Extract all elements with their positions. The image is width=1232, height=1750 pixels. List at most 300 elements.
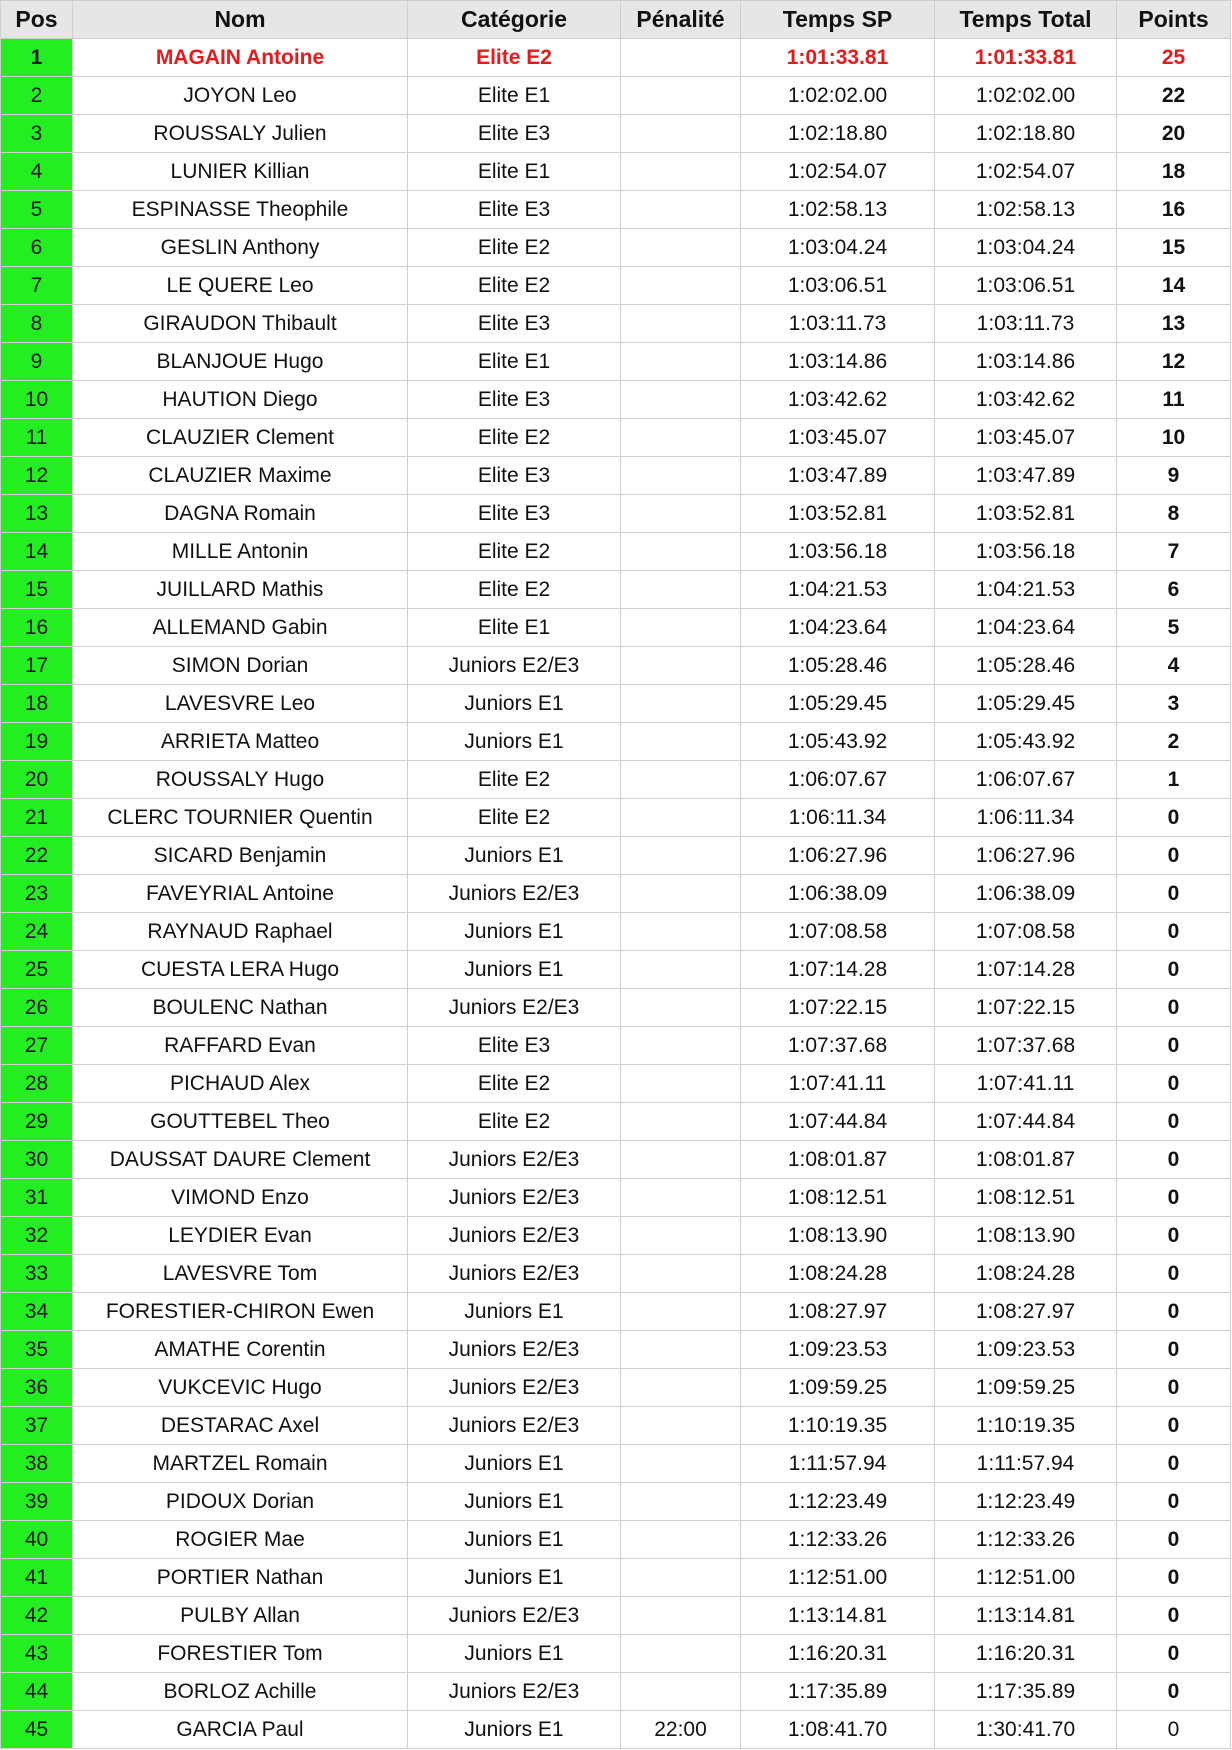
cell-temps-sp[interactable]: 1:01:33.81 [741, 39, 935, 77]
cell-pos[interactable]: 36 [1, 1369, 73, 1407]
cell-temps-sp[interactable]: 1:06:27.96 [741, 837, 935, 875]
cell-categorie[interactable]: Juniors E1 [408, 1559, 621, 1597]
cell-temps-sp[interactable]: 1:17:35.89 [741, 1673, 935, 1711]
cell-temps-total[interactable]: 1:02:18.80 [935, 115, 1117, 153]
cell-temps-total[interactable]: 1:05:43.92 [935, 723, 1117, 761]
cell-pos[interactable]: 29 [1, 1103, 73, 1141]
cell-categorie[interactable]: Juniors E1 [408, 1711, 621, 1749]
cell-temps-total[interactable]: 1:07:22.15 [935, 989, 1117, 1027]
cell-points[interactable]: 0 [1117, 1027, 1231, 1065]
cell-nom[interactable]: PULBY Allan [73, 1597, 408, 1635]
cell-nom[interactable]: BORLOZ Achille [73, 1673, 408, 1711]
cell-pos[interactable]: 28 [1, 1065, 73, 1103]
cell-categorie[interactable]: Elite E2 [408, 1065, 621, 1103]
cell-categorie[interactable]: Juniors E1 [408, 723, 621, 761]
cell-penalite[interactable] [621, 685, 741, 723]
cell-nom[interactable]: SICARD Benjamin [73, 837, 408, 875]
cell-nom[interactable]: RAYNAUD Raphael [73, 913, 408, 951]
cell-points[interactable]: 5 [1117, 609, 1231, 647]
cell-temps-sp[interactable]: 1:07:22.15 [741, 989, 935, 1027]
cell-temps-sp[interactable]: 1:02:54.07 [741, 153, 935, 191]
cell-points[interactable]: 0 [1117, 1293, 1231, 1331]
cell-categorie[interactable]: Juniors E2/E3 [408, 1597, 621, 1635]
cell-penalite[interactable] [621, 115, 741, 153]
cell-penalite[interactable] [621, 723, 741, 761]
cell-categorie[interactable]: Elite E3 [408, 305, 621, 343]
cell-temps-sp[interactable]: 1:09:59.25 [741, 1369, 935, 1407]
cell-categorie[interactable]: Elite E2 [408, 419, 621, 457]
cell-temps-total[interactable]: 1:06:38.09 [935, 875, 1117, 913]
cell-temps-total[interactable]: 1:17:35.89 [935, 1673, 1117, 1711]
cell-temps-sp[interactable]: 1:04:21.53 [741, 571, 935, 609]
cell-pos[interactable]: 21 [1, 799, 73, 837]
cell-categorie[interactable]: Juniors E1 [408, 913, 621, 951]
cell-temps-total[interactable]: 1:12:23.49 [935, 1483, 1117, 1521]
cell-penalite[interactable] [621, 305, 741, 343]
cell-points[interactable]: 22 [1117, 77, 1231, 115]
cell-points[interactable]: 0 [1117, 1521, 1231, 1559]
cell-temps-total[interactable]: 1:03:56.18 [935, 533, 1117, 571]
cell-pos[interactable]: 7 [1, 267, 73, 305]
cell-penalite[interactable] [621, 1331, 741, 1369]
cell-penalite[interactable] [621, 1445, 741, 1483]
cell-penalite[interactable] [621, 1293, 741, 1331]
cell-nom[interactable]: JUILLARD Mathis [73, 571, 408, 609]
cell-pos[interactable]: 27 [1, 1027, 73, 1065]
cell-pos[interactable]: 5 [1, 191, 73, 229]
header-nom[interactable]: Nom [73, 1, 408, 39]
cell-penalite[interactable] [621, 1673, 741, 1711]
cell-penalite[interactable] [621, 1597, 741, 1635]
cell-penalite[interactable] [621, 1635, 741, 1673]
cell-categorie[interactable]: Juniors E1 [408, 1635, 621, 1673]
cell-pos[interactable]: 13 [1, 495, 73, 533]
cell-temps-sp[interactable]: 1:05:43.92 [741, 723, 935, 761]
cell-points[interactable]: 0 [1117, 1483, 1231, 1521]
cell-penalite[interactable] [621, 609, 741, 647]
cell-points[interactable]: 8 [1117, 495, 1231, 533]
cell-temps-sp[interactable]: 1:06:38.09 [741, 875, 935, 913]
cell-penalite[interactable] [621, 913, 741, 951]
cell-nom[interactable]: CLAUZIER Maxime [73, 457, 408, 495]
cell-temps-total[interactable]: 1:30:41.70 [935, 1711, 1117, 1749]
cell-points[interactable]: 25 [1117, 39, 1231, 77]
cell-nom[interactable]: MAGAIN Antoine [73, 39, 408, 77]
cell-pos[interactable]: 15 [1, 571, 73, 609]
cell-categorie[interactable]: Juniors E1 [408, 685, 621, 723]
cell-penalite[interactable] [621, 989, 741, 1027]
cell-temps-sp[interactable]: 1:07:14.28 [741, 951, 935, 989]
header-pos[interactable]: Pos [1, 1, 73, 39]
cell-penalite[interactable] [621, 1521, 741, 1559]
cell-categorie[interactable]: Juniors E2/E3 [408, 647, 621, 685]
cell-nom[interactable]: GESLIN Anthony [73, 229, 408, 267]
cell-pos[interactable]: 25 [1, 951, 73, 989]
cell-categorie[interactable]: Elite E3 [408, 1027, 621, 1065]
cell-nom[interactable]: VUKCEVIC Hugo [73, 1369, 408, 1407]
cell-points[interactable]: 1 [1117, 761, 1231, 799]
cell-points[interactable]: 11 [1117, 381, 1231, 419]
cell-temps-sp[interactable]: 1:03:06.51 [741, 267, 935, 305]
cell-points[interactable]: 9 [1117, 457, 1231, 495]
cell-penalite[interactable] [621, 495, 741, 533]
cell-penalite[interactable] [621, 343, 741, 381]
cell-points[interactable]: 0 [1117, 1635, 1231, 1673]
cell-nom[interactable]: BLANJOUE Hugo [73, 343, 408, 381]
cell-pos[interactable]: 23 [1, 875, 73, 913]
cell-temps-total[interactable]: 1:06:07.67 [935, 761, 1117, 799]
cell-penalite[interactable] [621, 267, 741, 305]
cell-nom[interactable]: DAGNA Romain [73, 495, 408, 533]
cell-nom[interactable]: PIDOUX Dorian [73, 1483, 408, 1521]
cell-categorie[interactable]: Elite E1 [408, 153, 621, 191]
cell-temps-total[interactable]: 1:03:47.89 [935, 457, 1117, 495]
cell-pos[interactable]: 24 [1, 913, 73, 951]
cell-temps-total[interactable]: 1:02:58.13 [935, 191, 1117, 229]
cell-temps-sp[interactable]: 1:11:57.94 [741, 1445, 935, 1483]
cell-points[interactable]: 4 [1117, 647, 1231, 685]
cell-categorie[interactable]: Juniors E2/E3 [408, 875, 621, 913]
cell-points[interactable]: 10 [1117, 419, 1231, 457]
cell-nom[interactable]: AMATHE Corentin [73, 1331, 408, 1369]
cell-temps-sp[interactable]: 1:05:28.46 [741, 647, 935, 685]
cell-nom[interactable]: ROUSSALY Julien [73, 115, 408, 153]
cell-temps-sp[interactable]: 1:03:47.89 [741, 457, 935, 495]
cell-temps-total[interactable]: 1:08:13.90 [935, 1217, 1117, 1255]
cell-points[interactable]: 0 [1117, 1597, 1231, 1635]
cell-temps-total[interactable]: 1:06:11.34 [935, 799, 1117, 837]
cell-penalite[interactable] [621, 77, 741, 115]
cell-categorie[interactable]: Juniors E2/E3 [408, 1179, 621, 1217]
cell-penalite[interactable] [621, 191, 741, 229]
cell-temps-total[interactable]: 1:07:08.58 [935, 913, 1117, 951]
cell-points[interactable]: 0 [1117, 837, 1231, 875]
cell-categorie[interactable]: Juniors E2/E3 [408, 1673, 621, 1711]
cell-pos[interactable]: 8 [1, 305, 73, 343]
cell-temps-sp[interactable]: 1:02:18.80 [741, 115, 935, 153]
cell-points[interactable]: 0 [1117, 1103, 1231, 1141]
cell-pos[interactable]: 31 [1, 1179, 73, 1217]
cell-nom[interactable]: ESPINASSE Theophile [73, 191, 408, 229]
cell-nom[interactable]: PORTIER Nathan [73, 1559, 408, 1597]
cell-temps-total[interactable]: 1:09:59.25 [935, 1369, 1117, 1407]
cell-temps-total[interactable]: 1:04:21.53 [935, 571, 1117, 609]
cell-pos[interactable]: 18 [1, 685, 73, 723]
cell-temps-total[interactable]: 1:08:24.28 [935, 1255, 1117, 1293]
cell-categorie[interactable]: Elite E2 [408, 1103, 621, 1141]
cell-penalite[interactable] [621, 533, 741, 571]
cell-pos[interactable]: 6 [1, 229, 73, 267]
cell-pos[interactable]: 34 [1, 1293, 73, 1331]
cell-temps-total[interactable]: 1:08:12.51 [935, 1179, 1117, 1217]
cell-nom[interactable]: GOUTTEBEL Theo [73, 1103, 408, 1141]
cell-nom[interactable]: LAVESVRE Leo [73, 685, 408, 723]
cell-temps-sp[interactable]: 1:08:41.70 [741, 1711, 935, 1749]
cell-nom[interactable]: CLAUZIER Clement [73, 419, 408, 457]
cell-points[interactable]: 0 [1117, 1407, 1231, 1445]
cell-points[interactable]: 0 [1117, 951, 1231, 989]
cell-temps-sp[interactable]: 1:12:23.49 [741, 1483, 935, 1521]
cell-points[interactable]: 0 [1117, 1179, 1231, 1217]
cell-nom[interactable]: GIRAUDON Thibault [73, 305, 408, 343]
cell-temps-sp[interactable]: 1:08:27.97 [741, 1293, 935, 1331]
cell-categorie[interactable]: Juniors E2/E3 [408, 1255, 621, 1293]
cell-pos[interactable]: 39 [1, 1483, 73, 1521]
cell-temps-total[interactable]: 1:03:06.51 [935, 267, 1117, 305]
cell-pos[interactable]: 9 [1, 343, 73, 381]
cell-categorie[interactable]: Juniors E1 [408, 1293, 621, 1331]
cell-nom[interactable]: DESTARAC Axel [73, 1407, 408, 1445]
cell-nom[interactable]: MILLE Antonin [73, 533, 408, 571]
cell-categorie[interactable]: Elite E2 [408, 229, 621, 267]
cell-points[interactable]: 0 [1117, 1141, 1231, 1179]
cell-pos[interactable]: 32 [1, 1217, 73, 1255]
cell-nom[interactable]: ALLEMAND Gabin [73, 609, 408, 647]
cell-nom[interactable]: LAVESVRE Tom [73, 1255, 408, 1293]
cell-nom[interactable]: MARTZEL Romain [73, 1445, 408, 1483]
cell-temps-sp[interactable]: 1:07:08.58 [741, 913, 935, 951]
cell-temps-sp[interactable]: 1:12:51.00 [741, 1559, 935, 1597]
cell-pos[interactable]: 16 [1, 609, 73, 647]
cell-temps-sp[interactable]: 1:03:52.81 [741, 495, 935, 533]
cell-points[interactable]: 12 [1117, 343, 1231, 381]
cell-penalite[interactable] [621, 1141, 741, 1179]
cell-penalite[interactable] [621, 1103, 741, 1141]
cell-temps-sp[interactable]: 1:07:44.84 [741, 1103, 935, 1141]
cell-nom[interactable]: ROUSSALY Hugo [73, 761, 408, 799]
cell-temps-sp[interactable]: 1:10:19.35 [741, 1407, 935, 1445]
cell-temps-sp[interactable]: 1:08:01.87 [741, 1141, 935, 1179]
cell-pos[interactable]: 43 [1, 1635, 73, 1673]
cell-points[interactable]: 20 [1117, 115, 1231, 153]
cell-penalite[interactable] [621, 837, 741, 875]
cell-points[interactable]: 0 [1117, 1331, 1231, 1369]
cell-penalite[interactable] [621, 875, 741, 913]
cell-pos[interactable]: 40 [1, 1521, 73, 1559]
cell-temps-total[interactable]: 1:07:14.28 [935, 951, 1117, 989]
cell-nom[interactable]: ROGIER Mae [73, 1521, 408, 1559]
cell-nom[interactable]: FAVEYRIAL Antoine [73, 875, 408, 913]
cell-temps-total[interactable]: 1:02:54.07 [935, 153, 1117, 191]
cell-points[interactable]: 0 [1117, 1217, 1231, 1255]
cell-penalite[interactable] [621, 1407, 741, 1445]
cell-temps-sp[interactable]: 1:02:02.00 [741, 77, 935, 115]
cell-temps-total[interactable]: 1:10:19.35 [935, 1407, 1117, 1445]
cell-nom[interactable]: BOULENC Nathan [73, 989, 408, 1027]
cell-points[interactable]: 15 [1117, 229, 1231, 267]
cell-categorie[interactable]: Juniors E2/E3 [408, 1407, 621, 1445]
cell-categorie[interactable]: Elite E2 [408, 267, 621, 305]
cell-points[interactable]: 16 [1117, 191, 1231, 229]
cell-temps-total[interactable]: 1:03:52.81 [935, 495, 1117, 533]
cell-categorie[interactable]: Elite E1 [408, 77, 621, 115]
cell-penalite[interactable] [621, 1559, 741, 1597]
cell-nom[interactable]: SIMON Dorian [73, 647, 408, 685]
cell-penalite[interactable] [621, 457, 741, 495]
cell-nom[interactable]: LE QUERE Leo [73, 267, 408, 305]
cell-temps-sp[interactable]: 1:09:23.53 [741, 1331, 935, 1369]
cell-nom[interactable]: FORESTIER-CHIRON Ewen [73, 1293, 408, 1331]
cell-temps-total[interactable]: 1:06:27.96 [935, 837, 1117, 875]
cell-temps-total[interactable]: 1:02:02.00 [935, 77, 1117, 115]
cell-points[interactable]: 18 [1117, 153, 1231, 191]
cell-pos[interactable]: 38 [1, 1445, 73, 1483]
cell-points[interactable]: 0 [1117, 1711, 1231, 1749]
cell-temps-total[interactable]: 1:11:57.94 [935, 1445, 1117, 1483]
cell-temps-total[interactable]: 1:04:23.64 [935, 609, 1117, 647]
cell-penalite[interactable]: 22:00 [621, 1711, 741, 1749]
cell-penalite[interactable] [621, 1027, 741, 1065]
cell-points[interactable]: 0 [1117, 1065, 1231, 1103]
cell-points[interactable]: 6 [1117, 571, 1231, 609]
cell-temps-sp[interactable]: 1:06:11.34 [741, 799, 935, 837]
cell-pos[interactable]: 30 [1, 1141, 73, 1179]
cell-pos[interactable]: 42 [1, 1597, 73, 1635]
cell-points[interactable]: 0 [1117, 1255, 1231, 1293]
cell-points[interactable]: 7 [1117, 533, 1231, 571]
cell-pos[interactable]: 3 [1, 115, 73, 153]
cell-categorie[interactable]: Juniors E2/E3 [408, 1369, 621, 1407]
cell-penalite[interactable] [621, 1483, 741, 1521]
cell-categorie[interactable]: Elite E3 [408, 191, 621, 229]
cell-pos[interactable]: 14 [1, 533, 73, 571]
cell-temps-total[interactable]: 1:12:51.00 [935, 1559, 1117, 1597]
cell-categorie[interactable]: Elite E2 [408, 571, 621, 609]
cell-penalite[interactable] [621, 1369, 741, 1407]
cell-temps-total[interactable]: 1:12:33.26 [935, 1521, 1117, 1559]
cell-temps-total[interactable]: 1:08:01.87 [935, 1141, 1117, 1179]
cell-temps-total[interactable]: 1:07:41.11 [935, 1065, 1117, 1103]
cell-temps-sp[interactable]: 1:08:24.28 [741, 1255, 935, 1293]
cell-penalite[interactable] [621, 419, 741, 457]
cell-nom[interactable]: CUESTA LERA Hugo [73, 951, 408, 989]
cell-categorie[interactable]: Juniors E1 [408, 951, 621, 989]
cell-categorie[interactable]: Juniors E1 [408, 1445, 621, 1483]
cell-pos[interactable]: 35 [1, 1331, 73, 1369]
cell-pos[interactable]: 4 [1, 153, 73, 191]
cell-nom[interactable]: DAUSSAT DAURE Clement [73, 1141, 408, 1179]
cell-categorie[interactable]: Elite E2 [408, 799, 621, 837]
cell-temps-sp[interactable]: 1:12:33.26 [741, 1521, 935, 1559]
cell-temps-sp[interactable]: 1:02:58.13 [741, 191, 935, 229]
cell-pos[interactable]: 1 [1, 39, 73, 77]
cell-penalite[interactable] [621, 761, 741, 799]
cell-penalite[interactable] [621, 229, 741, 267]
cell-points[interactable]: 0 [1117, 875, 1231, 913]
cell-points[interactable]: 0 [1117, 1673, 1231, 1711]
cell-categorie[interactable]: Juniors E2/E3 [408, 1217, 621, 1255]
cell-categorie[interactable]: Elite E3 [408, 115, 621, 153]
cell-points[interactable]: 0 [1117, 1445, 1231, 1483]
cell-categorie[interactable]: Juniors E1 [408, 837, 621, 875]
cell-temps-total[interactable]: 1:07:37.68 [935, 1027, 1117, 1065]
cell-points[interactable]: 0 [1117, 799, 1231, 837]
cell-points[interactable]: 0 [1117, 1559, 1231, 1597]
cell-nom[interactable]: JOYON Leo [73, 77, 408, 115]
cell-temps-sp[interactable]: 1:03:56.18 [741, 533, 935, 571]
cell-categorie[interactable]: Juniors E1 [408, 1483, 621, 1521]
cell-penalite[interactable] [621, 153, 741, 191]
cell-categorie[interactable]: Juniors E2/E3 [408, 1141, 621, 1179]
cell-categorie[interactable]: Elite E2 [408, 761, 621, 799]
cell-temps-sp[interactable]: 1:03:42.62 [741, 381, 935, 419]
cell-pos[interactable]: 41 [1, 1559, 73, 1597]
cell-temps-total[interactable]: 1:09:23.53 [935, 1331, 1117, 1369]
header-categorie[interactable]: Catégorie [408, 1, 621, 39]
cell-nom[interactable]: GARCIA Paul [73, 1711, 408, 1749]
cell-nom[interactable]: ARRIETA Matteo [73, 723, 408, 761]
cell-penalite[interactable] [621, 39, 741, 77]
cell-nom[interactable]: VIMOND Enzo [73, 1179, 408, 1217]
header-points[interactable]: Points [1117, 1, 1231, 39]
cell-points[interactable]: 2 [1117, 723, 1231, 761]
cell-points[interactable]: 14 [1117, 267, 1231, 305]
cell-nom[interactable]: PICHAUD Alex [73, 1065, 408, 1103]
header-penalite[interactable]: Pénalité [621, 1, 741, 39]
cell-penalite[interactable] [621, 1179, 741, 1217]
cell-penalite[interactable] [621, 951, 741, 989]
cell-pos[interactable]: 20 [1, 761, 73, 799]
cell-categorie[interactable]: Elite E2 [408, 533, 621, 571]
cell-pos[interactable]: 10 [1, 381, 73, 419]
cell-temps-sp[interactable]: 1:13:14.81 [741, 1597, 935, 1635]
cell-nom[interactable]: FORESTIER Tom [73, 1635, 408, 1673]
cell-pos[interactable]: 12 [1, 457, 73, 495]
cell-nom[interactable]: CLERC TOURNIER Quentin [73, 799, 408, 837]
header-temps-total[interactable]: Temps Total [935, 1, 1117, 39]
cell-penalite[interactable] [621, 1065, 741, 1103]
cell-pos[interactable]: 37 [1, 1407, 73, 1445]
cell-points[interactable]: 0 [1117, 989, 1231, 1027]
cell-pos[interactable]: 22 [1, 837, 73, 875]
cell-temps-total[interactable]: 1:16:20.31 [935, 1635, 1117, 1673]
cell-pos[interactable]: 44 [1, 1673, 73, 1711]
cell-nom[interactable]: HAUTION Diego [73, 381, 408, 419]
cell-categorie[interactable]: Juniors E1 [408, 1521, 621, 1559]
cell-temps-total[interactable]: 1:05:29.45 [935, 685, 1117, 723]
cell-temps-sp[interactable]: 1:08:13.90 [741, 1217, 935, 1255]
cell-categorie[interactable]: Elite E3 [408, 381, 621, 419]
cell-temps-total[interactable]: 1:13:14.81 [935, 1597, 1117, 1635]
cell-temps-sp[interactable]: 1:07:41.11 [741, 1065, 935, 1103]
cell-nom[interactable]: LEYDIER Evan [73, 1217, 408, 1255]
cell-points[interactable]: 3 [1117, 685, 1231, 723]
cell-temps-total[interactable]: 1:08:27.97 [935, 1293, 1117, 1331]
cell-temps-sp[interactable]: 1:06:07.67 [741, 761, 935, 799]
cell-pos[interactable]: 45 [1, 1711, 73, 1749]
cell-penalite[interactable] [621, 647, 741, 685]
cell-points[interactable]: 0 [1117, 1369, 1231, 1407]
cell-penalite[interactable] [621, 799, 741, 837]
cell-pos[interactable]: 11 [1, 419, 73, 457]
cell-nom[interactable]: LUNIER Killian [73, 153, 408, 191]
cell-temps-total[interactable]: 1:03:42.62 [935, 381, 1117, 419]
cell-penalite[interactable] [621, 571, 741, 609]
cell-categorie[interactable]: Elite E3 [408, 495, 621, 533]
cell-temps-sp[interactable]: 1:04:23.64 [741, 609, 935, 647]
cell-pos[interactable]: 19 [1, 723, 73, 761]
cell-categorie[interactable]: Juniors E2/E3 [408, 1331, 621, 1369]
cell-temps-total[interactable]: 1:01:33.81 [935, 39, 1117, 77]
cell-temps-sp[interactable]: 1:03:14.86 [741, 343, 935, 381]
cell-categorie[interactable]: Elite E2 [408, 39, 621, 77]
cell-categorie[interactable]: Elite E3 [408, 457, 621, 495]
cell-points[interactable]: 0 [1117, 913, 1231, 951]
cell-penalite[interactable] [621, 1255, 741, 1293]
cell-penalite[interactable] [621, 1217, 741, 1255]
cell-temps-sp[interactable]: 1:16:20.31 [741, 1635, 935, 1673]
cell-temps-total[interactable]: 1:03:45.07 [935, 419, 1117, 457]
